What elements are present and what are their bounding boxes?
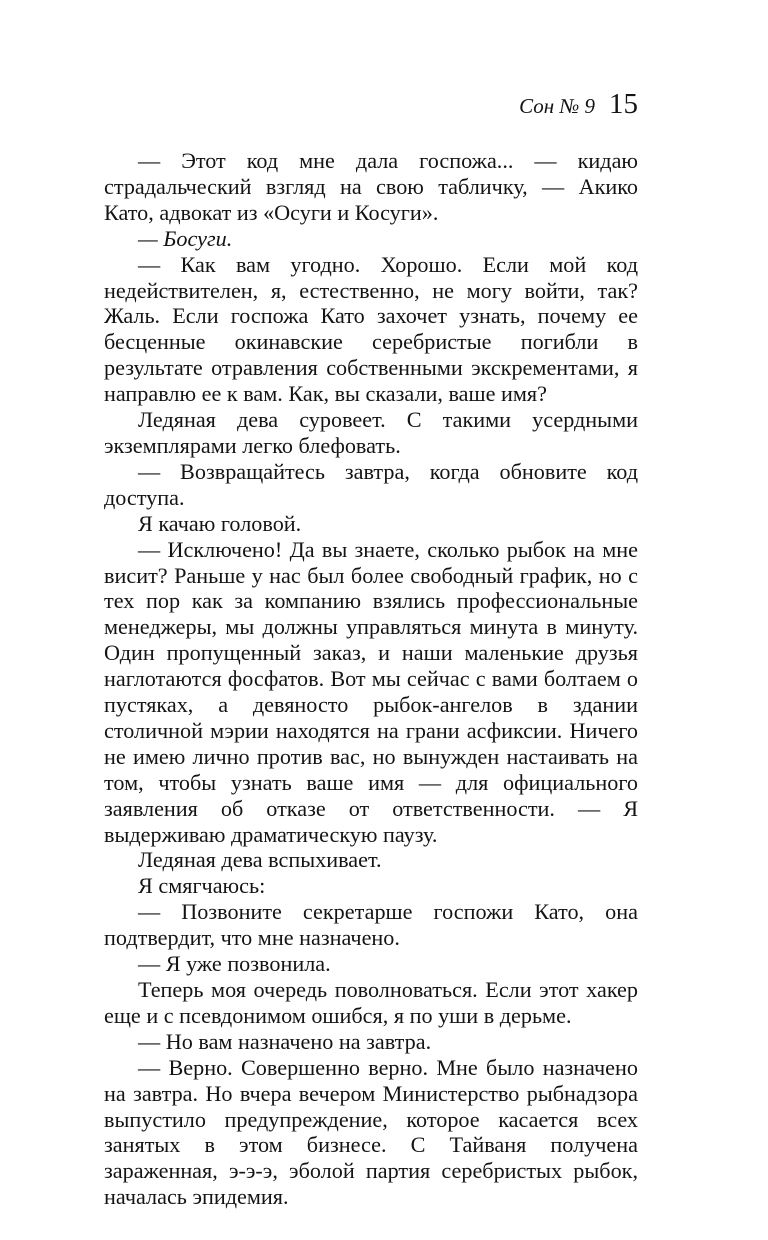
paragraph: Я смягчаюсь: [138, 873, 266, 899]
paragraph: Я качаю головой. [138, 510, 302, 536]
paragraph: — Исключено! Да вы знаете, сколько рыбок на мне висит? Раньше у нас был более свободный график, но с тех пор как за компанию взялись профессиональные менеджеры, мы должны управляться минута в минуту. Один пропущенный заказ, и наши маленькие друзья наглотаются фосфатов. Вот мы сейчас с вами болтаем о пустяках, а девяносто рыбок-ангелов в здании столичной мэрии находятся на грани асфиксии. Ничего не имею лично против вас, но вынужден настаивать на том, чтобы узнать ваше имя — для официального заявления об отказе от ответственности. — Я выдерживаю драматическую паузу. [104, 536, 638, 847]
running-title: Сон № 9 [519, 94, 595, 118]
page-number: 15 [609, 88, 638, 120]
running-head [519, 88, 638, 121]
paragraph: — Но вам назначено на завтра. [138, 1028, 432, 1054]
paragraph: — Я уже позвонила. [138, 951, 331, 977]
paragraph: — Возвращайтесь завтра, когда обновите код доступа. [104, 458, 638, 510]
paragraph: — Позвоните секретарше госпожи Като, она подтвердит, что мне назначено. [104, 899, 638, 951]
paragraph: Ледяная дева вспыхивает. [138, 847, 382, 873]
body-text [104, 148, 638, 1210]
paragraph: — Босуги. [138, 225, 233, 251]
paragraph: — Как вам угодно. Хорошо. Если мой код недействителен, я, естественно, не могу войти, так? Жаль. Если госпожа Като захочет узнать, почему ее бесценные окинавские серебристые погибли в результате отравления собственными экскрементами, я направлю ее к вам. Как, вы сказали, ваше имя? [104, 251, 638, 407]
paragraph: — Этот код мне дала госпожа... — кидаю страдальческий взгляд на свою табличку, — Акико Като, адвокат из «Осуги и Косуги». [104, 148, 638, 225]
paragraph: Теперь моя очередь поволноваться. Если этот хакер еще и с псевдонимом ошибся, я по уши в дерьме. [104, 977, 638, 1028]
paragraph: — Верно. Совершенно верно. Мне было назначено на завтра. Но вчера вечером Министерство рыбнадзора выпустило предупреждение, которое касается всех занятых в этом бизнесе. С Тайваня получена зараженная, э-э-э, эболой партия серебристых рыбок, началась эпидемия. [104, 1054, 638, 1210]
paragraph: Ледяная дева суровеет. С такими усердными экземплярами легко блефовать. [104, 407, 638, 458]
